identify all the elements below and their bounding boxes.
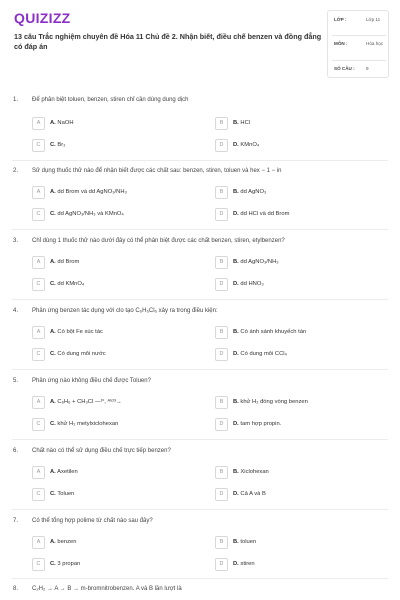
question-text: Chỉ dùng 1 thuốc thử nào dưới đây có thể phân biệt được các chất benzen, stiren, etylbenzen? [32,238,285,244]
info-divider [332,35,386,36]
question-text: Sử dụng thuốc thử nào để nhận biết được các chất sau: benzen, stiren, toluen và hex − 1 − in [32,168,282,174]
option-a[interactable]: A A. Có bột Fe xúc tác [32,326,180,340]
question-divider [12,439,388,440]
question-divider [12,160,388,161]
quizizz-logo: QUIZIZZ [14,10,71,26]
option-d[interactable]: D D. stiren [215,558,363,572]
question-number: 3. [13,238,19,244]
question-text: Chất nào có thể sử dụng điều chế trực tiếp benzen? [32,448,171,454]
option-b[interactable]: B B. dd AgNO₃/NH₃ [215,256,363,270]
option-c[interactable]: C C. Có dung môi nước [32,348,180,362]
question-number: 8. [13,586,19,592]
document-title: 13 câu Trắc nghiệm chuyên đề Hóa 11 Chủ đề 2. Nhận biết, điều chế benzen và đồng đẳng có đáp án [14,32,322,51]
page-header [0,0,400,86]
question-divider [12,299,388,300]
option-a[interactable]: A A. benzen [32,536,180,550]
option-d[interactable]: D D. dd HCl và dd Brom [215,208,363,222]
option-c[interactable]: C C. 3 propan [32,558,180,572]
option-d[interactable]: D D. tam hợp propin. [215,418,363,432]
question-number: 1. [13,97,19,103]
info-divider [332,60,386,61]
option-c[interactable]: C C. Toluen [32,488,180,502]
question-text: Phản ứng benzen tác dụng với clo tạo C₆H₆Cl₆ xảy ra trong điều kiện: [32,308,218,314]
option-c[interactable]: C C. dd AgNO₃/NH₃ và KMnO₄ [32,208,180,222]
option-c[interactable]: C C. dd KMnO₄ [32,278,180,292]
question-divider [12,509,388,510]
subject-label: MÔN : [334,41,348,46]
question-number: 6. [13,448,19,454]
option-c[interactable]: C C. Br₂ [32,139,180,153]
option-b[interactable]: B B. HCl [215,117,363,131]
option-a[interactable]: A A. NaOH [32,117,180,131]
question-number: 7. [13,518,19,524]
option-d[interactable]: D D. KMnO₄ [215,139,363,153]
question-text: Có thể tổng hợp polime từ chất nào sau đây? [32,518,153,524]
option-b[interactable]: B B. Xiclohexan [215,466,363,480]
question-number: 2. [13,168,19,174]
option-a[interactable]: A A. dd Brom và dd AgNO₃/NH₃ [32,186,180,200]
option-b[interactable]: B B. dd AgNO₃ [215,186,363,200]
question-number: 5. [13,378,19,384]
question-text: C₂H₂ → A → B → m-bromnitrobenzen. A và B lần lượt là [32,586,182,592]
option-d[interactable]: D D. Có dung môi CCl₄ [215,348,363,362]
option-b[interactable]: B B. khử H₂ đóng vòng benzen [215,396,363,410]
subject-value: Hóa học [366,41,384,46]
option-a[interactable]: A A. C₆H₆ + CH₃Cl ―ᵗ°, ᴬˡᶜˡ³→ [32,396,180,410]
question-text: Phản ứng nào không điều chế được Toluen? [32,378,151,384]
class-label: LỚP : [334,17,347,22]
option-d[interactable]: D D. Cả A và B [215,488,363,502]
option-b[interactable]: B B. Có ánh sánh khuyếch tán [215,326,363,340]
question-number: 4. [13,308,19,314]
info-box [327,10,389,78]
count-label: SỐ CÂU : [334,66,355,71]
option-d[interactable]: D D. dd HNO₃ [215,278,363,292]
question-divider [12,578,388,579]
option-c[interactable]: C C. khử H₂ metylxiclohexan [32,418,180,432]
question-text: Để phân biệt toluen, benzen, stiren chỉ cần dùng dung dịch [32,97,189,103]
class-value: Lớp 11 [366,17,381,22]
option-a[interactable]: A A. dd Brom [32,256,180,270]
option-b[interactable]: B B. toluen [215,536,363,550]
question-divider [12,369,388,370]
option-a[interactable]: A A. Axetilen [32,466,180,480]
question-divider [12,229,388,230]
count-value: 9 [366,66,369,71]
